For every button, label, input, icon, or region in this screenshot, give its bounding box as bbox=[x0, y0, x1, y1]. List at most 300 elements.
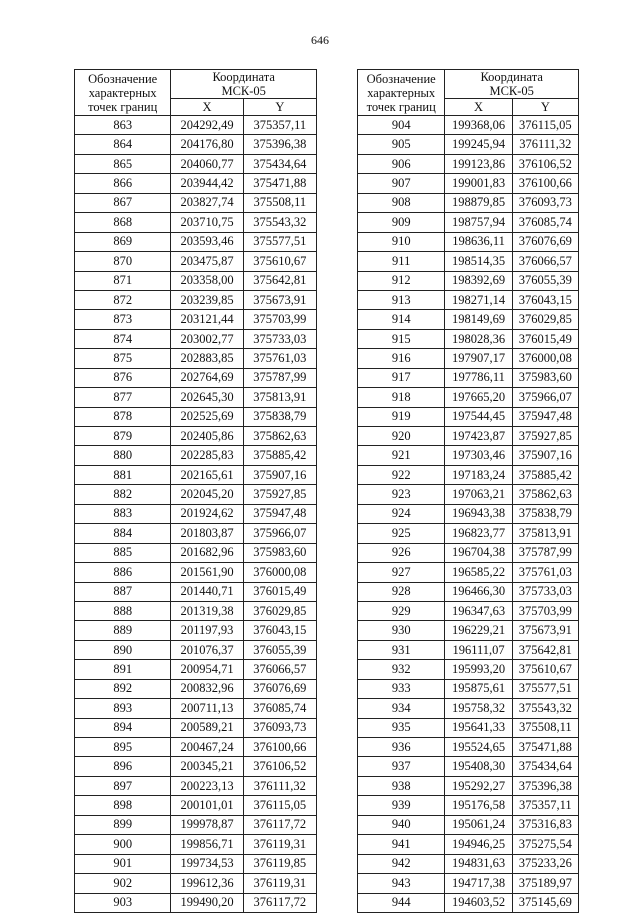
x-coordinate-cell: 201924,62 bbox=[171, 504, 243, 523]
point-number-cell: 919 bbox=[358, 407, 445, 426]
y-coordinate-cell: 376055,39 bbox=[512, 271, 578, 290]
point-number-cell: 938 bbox=[358, 776, 445, 795]
point-number-cell: 921 bbox=[358, 446, 445, 465]
y-coordinate-cell: 375862,63 bbox=[243, 427, 316, 446]
x-coordinate-cell: 194831,63 bbox=[445, 854, 512, 873]
table-row bbox=[358, 776, 579, 795]
table-row bbox=[75, 135, 317, 154]
x-coordinate-cell: 198879,85 bbox=[445, 193, 512, 212]
point-number-cell: 869 bbox=[75, 232, 171, 251]
point-number-cell: 902 bbox=[75, 874, 171, 893]
y-coordinate-cell: 376111,32 bbox=[512, 135, 578, 154]
point-number-cell: 943 bbox=[358, 874, 445, 893]
y-coordinate-cell: 376085,74 bbox=[243, 699, 316, 718]
table-row bbox=[358, 621, 579, 640]
y-coordinate-cell: 375838,79 bbox=[243, 407, 316, 426]
table-row bbox=[358, 582, 579, 601]
coordinates-table-left bbox=[74, 69, 317, 913]
y-coordinate-cell: 375703,99 bbox=[512, 601, 578, 620]
table-row bbox=[75, 485, 317, 504]
coordinates-table-right bbox=[357, 69, 579, 913]
x-coordinate-cell: 198028,36 bbox=[445, 329, 512, 348]
y-coordinate-cell: 376029,85 bbox=[512, 310, 578, 329]
x-coordinate-cell: 200467,24 bbox=[171, 738, 243, 757]
header-y: Y bbox=[512, 99, 578, 116]
x-coordinate-cell: 197303,46 bbox=[445, 446, 512, 465]
x-coordinate-cell: 203593,46 bbox=[171, 232, 243, 251]
point-number-cell: 900 bbox=[75, 835, 171, 854]
table-row bbox=[75, 757, 317, 776]
table-row bbox=[358, 329, 579, 348]
y-coordinate-cell: 375838,79 bbox=[512, 504, 578, 523]
point-number-cell: 871 bbox=[75, 271, 171, 290]
table-row bbox=[358, 485, 579, 504]
table-row bbox=[358, 427, 579, 446]
x-coordinate-cell: 199856,71 bbox=[171, 835, 243, 854]
y-coordinate-cell: 376106,52 bbox=[512, 154, 578, 173]
point-number-cell: 911 bbox=[358, 252, 445, 271]
table-row bbox=[358, 563, 579, 582]
x-coordinate-cell: 195176,58 bbox=[445, 796, 512, 815]
table-row bbox=[358, 252, 579, 271]
x-coordinate-cell: 201440,71 bbox=[171, 582, 243, 601]
y-coordinate-cell: 376115,05 bbox=[512, 116, 578, 135]
x-coordinate-cell: 194603,52 bbox=[445, 893, 512, 912]
point-number-cell: 905 bbox=[358, 135, 445, 154]
y-coordinate-cell: 375885,42 bbox=[512, 465, 578, 484]
point-number-cell: 887 bbox=[75, 582, 171, 601]
point-number-cell: 870 bbox=[75, 252, 171, 271]
table-row bbox=[75, 252, 317, 271]
y-coordinate-cell: 375543,32 bbox=[243, 213, 316, 232]
x-coordinate-cell: 199978,87 bbox=[171, 815, 243, 834]
table-row bbox=[75, 271, 317, 290]
y-coordinate-cell: 375787,99 bbox=[243, 368, 316, 387]
y-coordinate-cell: 376111,32 bbox=[243, 776, 316, 795]
table-row bbox=[75, 465, 317, 484]
point-number-cell: 891 bbox=[75, 660, 171, 679]
y-coordinate-cell: 375907,16 bbox=[512, 446, 578, 465]
point-number-cell: 942 bbox=[358, 854, 445, 873]
y-coordinate-cell: 375733,03 bbox=[243, 329, 316, 348]
point-number-cell: 894 bbox=[75, 718, 171, 737]
point-number-cell: 896 bbox=[75, 757, 171, 776]
header-y: Y bbox=[243, 99, 316, 116]
point-number-cell: 898 bbox=[75, 796, 171, 815]
table-row bbox=[358, 271, 579, 290]
y-coordinate-cell: 376066,57 bbox=[243, 660, 316, 679]
table-row bbox=[75, 854, 317, 873]
y-coordinate-cell: 376076,69 bbox=[243, 679, 316, 698]
x-coordinate-cell: 203944,42 bbox=[171, 174, 243, 193]
point-number-cell: 864 bbox=[75, 135, 171, 154]
y-coordinate-cell: 376029,85 bbox=[243, 601, 316, 620]
point-number-cell: 881 bbox=[75, 465, 171, 484]
x-coordinate-cell: 201561,90 bbox=[171, 563, 243, 582]
table-row bbox=[75, 776, 317, 795]
x-coordinate-cell: 204292,49 bbox=[171, 116, 243, 135]
header-designation: Обозначение характерных точек границ bbox=[75, 70, 171, 116]
y-coordinate-cell: 375787,99 bbox=[512, 543, 578, 562]
point-number-cell: 915 bbox=[358, 329, 445, 348]
point-number-cell: 927 bbox=[358, 563, 445, 582]
table-row bbox=[75, 582, 317, 601]
y-coordinate-cell: 375907,16 bbox=[243, 465, 316, 484]
y-coordinate-cell: 375733,03 bbox=[512, 582, 578, 601]
point-number-cell: 917 bbox=[358, 368, 445, 387]
table-row bbox=[358, 893, 579, 912]
point-number-cell: 916 bbox=[358, 349, 445, 368]
y-coordinate-cell: 376043,15 bbox=[512, 290, 578, 309]
table-row bbox=[358, 388, 579, 407]
y-coordinate-cell: 375434,64 bbox=[243, 154, 316, 173]
y-coordinate-cell: 375434,64 bbox=[512, 757, 578, 776]
x-coordinate-cell: 196704,38 bbox=[445, 543, 512, 562]
point-number-cell: 872 bbox=[75, 290, 171, 309]
table-row bbox=[358, 815, 579, 834]
point-number-cell: 908 bbox=[358, 193, 445, 212]
table-row bbox=[75, 504, 317, 523]
y-coordinate-cell: 376076,69 bbox=[512, 232, 578, 251]
point-number-cell: 889 bbox=[75, 621, 171, 640]
x-coordinate-cell: 196585,22 bbox=[445, 563, 512, 582]
x-coordinate-cell: 196229,21 bbox=[445, 621, 512, 640]
point-number-cell: 933 bbox=[358, 679, 445, 698]
y-coordinate-cell: 375508,11 bbox=[512, 718, 578, 737]
point-number-cell: 878 bbox=[75, 407, 171, 426]
point-number-cell: 880 bbox=[75, 446, 171, 465]
y-coordinate-cell: 375577,51 bbox=[243, 232, 316, 251]
table-row bbox=[75, 718, 317, 737]
point-number-cell: 903 bbox=[75, 893, 171, 912]
y-coordinate-cell: 375275,54 bbox=[512, 835, 578, 854]
y-coordinate-cell: 376093,73 bbox=[512, 193, 578, 212]
table-row bbox=[358, 543, 579, 562]
point-number-cell: 926 bbox=[358, 543, 445, 562]
x-coordinate-cell: 194717,38 bbox=[445, 874, 512, 893]
x-coordinate-cell: 200711,13 bbox=[171, 699, 243, 718]
point-number-cell: 885 bbox=[75, 543, 171, 562]
table-row bbox=[358, 660, 579, 679]
page-number: 646 bbox=[311, 33, 329, 47]
x-coordinate-cell: 199734,53 bbox=[171, 854, 243, 873]
table-row bbox=[358, 368, 579, 387]
x-coordinate-cell: 196943,38 bbox=[445, 504, 512, 523]
y-coordinate-cell: 376119,31 bbox=[243, 835, 316, 854]
x-coordinate-cell: 196347,63 bbox=[445, 601, 512, 620]
header-designation: Обозначение характерных точек границ bbox=[358, 70, 445, 116]
y-coordinate-cell: 375471,88 bbox=[243, 174, 316, 193]
point-number-cell: 935 bbox=[358, 718, 445, 737]
y-coordinate-cell: 375610,67 bbox=[512, 660, 578, 679]
x-coordinate-cell: 202045,20 bbox=[171, 485, 243, 504]
point-number-cell: 877 bbox=[75, 388, 171, 407]
table-row bbox=[358, 407, 579, 426]
table-row bbox=[358, 835, 579, 854]
point-number-cell: 888 bbox=[75, 601, 171, 620]
x-coordinate-cell: 203239,85 bbox=[171, 290, 243, 309]
y-coordinate-cell: 375610,67 bbox=[243, 252, 316, 271]
point-number-cell: 866 bbox=[75, 174, 171, 193]
table-row bbox=[358, 874, 579, 893]
point-number-cell: 922 bbox=[358, 465, 445, 484]
x-coordinate-cell: 201682,96 bbox=[171, 543, 243, 562]
x-coordinate-cell: 197786,11 bbox=[445, 368, 512, 387]
point-number-cell: 923 bbox=[358, 485, 445, 504]
x-coordinate-cell: 202764,69 bbox=[171, 368, 243, 387]
table-row bbox=[75, 699, 317, 718]
point-number-cell: 886 bbox=[75, 563, 171, 582]
x-coordinate-cell: 195408,30 bbox=[445, 757, 512, 776]
x-coordinate-cell: 195641,33 bbox=[445, 718, 512, 737]
y-coordinate-cell: 376117,72 bbox=[243, 893, 316, 912]
x-coordinate-cell: 199368,06 bbox=[445, 116, 512, 135]
y-coordinate-cell: 375357,11 bbox=[512, 796, 578, 815]
y-coordinate-cell: 375862,63 bbox=[512, 485, 578, 504]
table-row bbox=[358, 193, 579, 212]
y-coordinate-cell: 375927,85 bbox=[243, 485, 316, 504]
y-coordinate-cell: 375189,97 bbox=[512, 874, 578, 893]
point-number-cell: 928 bbox=[358, 582, 445, 601]
point-number-cell: 863 bbox=[75, 116, 171, 135]
x-coordinate-cell: 203827,74 bbox=[171, 193, 243, 212]
point-number-cell: 874 bbox=[75, 329, 171, 348]
y-coordinate-cell: 375396,38 bbox=[512, 776, 578, 795]
point-number-cell: 893 bbox=[75, 699, 171, 718]
x-coordinate-cell: 197907,17 bbox=[445, 349, 512, 368]
point-number-cell: 906 bbox=[358, 154, 445, 173]
point-number-cell: 941 bbox=[358, 835, 445, 854]
point-number-cell: 901 bbox=[75, 854, 171, 873]
x-coordinate-cell: 202285,83 bbox=[171, 446, 243, 465]
x-coordinate-cell: 201076,37 bbox=[171, 640, 243, 659]
table-row bbox=[75, 563, 317, 582]
table-row bbox=[75, 660, 317, 679]
x-coordinate-cell: 200954,71 bbox=[171, 660, 243, 679]
table-row bbox=[75, 213, 317, 232]
table-row bbox=[75, 815, 317, 834]
table-row bbox=[358, 757, 579, 776]
x-coordinate-cell: 199245,94 bbox=[445, 135, 512, 154]
y-coordinate-cell: 376000,08 bbox=[512, 349, 578, 368]
y-coordinate-cell: 376115,05 bbox=[243, 796, 316, 815]
x-coordinate-cell: 199001,83 bbox=[445, 174, 512, 193]
table-row bbox=[358, 504, 579, 523]
y-coordinate-cell: 375813,91 bbox=[243, 388, 316, 407]
y-coordinate-cell: 375673,91 bbox=[243, 290, 316, 309]
header-coordinate: Координата МСК-05 bbox=[171, 70, 317, 99]
table-row bbox=[75, 640, 317, 659]
x-coordinate-cell: 198271,14 bbox=[445, 290, 512, 309]
table-row bbox=[75, 154, 317, 173]
table-row bbox=[75, 349, 317, 368]
y-coordinate-cell: 375966,07 bbox=[243, 524, 316, 543]
point-number-cell: 865 bbox=[75, 154, 171, 173]
point-number-cell: 925 bbox=[358, 524, 445, 543]
y-coordinate-cell: 375947,48 bbox=[243, 504, 316, 523]
table-row bbox=[75, 835, 317, 854]
x-coordinate-cell: 198636,11 bbox=[445, 232, 512, 251]
table-row bbox=[358, 718, 579, 737]
point-number-cell: 897 bbox=[75, 776, 171, 795]
y-coordinate-cell: 375471,88 bbox=[512, 738, 578, 757]
table-row bbox=[358, 213, 579, 232]
table-row bbox=[75, 601, 317, 620]
y-coordinate-cell: 376015,49 bbox=[243, 582, 316, 601]
y-coordinate-cell: 376066,57 bbox=[512, 252, 578, 271]
point-number-cell: 932 bbox=[358, 660, 445, 679]
table-row bbox=[358, 640, 579, 659]
y-coordinate-cell: 375813,91 bbox=[512, 524, 578, 543]
table-row bbox=[358, 446, 579, 465]
y-coordinate-cell: 376015,49 bbox=[512, 329, 578, 348]
point-number-cell: 899 bbox=[75, 815, 171, 834]
point-number-cell: 907 bbox=[358, 174, 445, 193]
point-number-cell: 884 bbox=[75, 524, 171, 543]
point-number-cell: 930 bbox=[358, 621, 445, 640]
point-number-cell: 931 bbox=[358, 640, 445, 659]
y-coordinate-cell: 375673,91 bbox=[512, 621, 578, 640]
y-coordinate-cell: 375396,38 bbox=[243, 135, 316, 154]
x-coordinate-cell: 201319,38 bbox=[171, 601, 243, 620]
table-row bbox=[75, 290, 317, 309]
point-number-cell: 913 bbox=[358, 290, 445, 309]
y-coordinate-cell: 375642,81 bbox=[512, 640, 578, 659]
table-row bbox=[358, 738, 579, 757]
y-coordinate-cell: 376117,72 bbox=[243, 815, 316, 834]
header-x: X bbox=[445, 99, 512, 116]
x-coordinate-cell: 198514,35 bbox=[445, 252, 512, 271]
x-coordinate-cell: 195875,61 bbox=[445, 679, 512, 698]
x-coordinate-cell: 200101,01 bbox=[171, 796, 243, 815]
point-number-cell: 912 bbox=[358, 271, 445, 290]
y-coordinate-cell: 375983,60 bbox=[512, 368, 578, 387]
x-coordinate-cell: 202405,86 bbox=[171, 427, 243, 446]
x-coordinate-cell: 203710,75 bbox=[171, 213, 243, 232]
x-coordinate-cell: 198149,69 bbox=[445, 310, 512, 329]
y-coordinate-cell: 376093,73 bbox=[243, 718, 316, 737]
x-coordinate-cell: 203002,77 bbox=[171, 329, 243, 348]
x-coordinate-cell: 200345,21 bbox=[171, 757, 243, 776]
x-coordinate-cell: 202883,85 bbox=[171, 349, 243, 368]
table-row bbox=[75, 388, 317, 407]
header-coordinate: Координата МСК-05 bbox=[445, 70, 579, 99]
table-row bbox=[75, 310, 317, 329]
x-coordinate-cell: 195993,20 bbox=[445, 660, 512, 679]
table-row bbox=[75, 174, 317, 193]
x-coordinate-cell: 196111,07 bbox=[445, 640, 512, 659]
y-coordinate-cell: 376043,15 bbox=[243, 621, 316, 640]
table-row bbox=[358, 679, 579, 698]
y-coordinate-cell: 375927,85 bbox=[512, 427, 578, 446]
x-coordinate-cell: 197665,20 bbox=[445, 388, 512, 407]
point-number-cell: 883 bbox=[75, 504, 171, 523]
point-number-cell: 920 bbox=[358, 427, 445, 446]
y-coordinate-cell: 376055,39 bbox=[243, 640, 316, 659]
table-row bbox=[358, 349, 579, 368]
table-row bbox=[75, 446, 317, 465]
x-coordinate-cell: 200223,13 bbox=[171, 776, 243, 795]
x-coordinate-cell: 197423,87 bbox=[445, 427, 512, 446]
table-row bbox=[75, 874, 317, 893]
y-coordinate-cell: 375145,69 bbox=[512, 893, 578, 912]
y-coordinate-cell: 375966,07 bbox=[512, 388, 578, 407]
x-coordinate-cell: 195061,24 bbox=[445, 815, 512, 834]
point-number-cell: 936 bbox=[358, 738, 445, 757]
point-number-cell: 924 bbox=[358, 504, 445, 523]
x-coordinate-cell: 203358,00 bbox=[171, 271, 243, 290]
point-number-cell: 876 bbox=[75, 368, 171, 387]
x-coordinate-cell: 196466,30 bbox=[445, 582, 512, 601]
table-row bbox=[75, 329, 317, 348]
y-coordinate-cell: 375642,81 bbox=[243, 271, 316, 290]
x-coordinate-cell: 202525,69 bbox=[171, 407, 243, 426]
x-coordinate-cell: 196823,77 bbox=[445, 524, 512, 543]
x-coordinate-cell: 204176,80 bbox=[171, 135, 243, 154]
x-coordinate-cell: 199490,20 bbox=[171, 893, 243, 912]
x-coordinate-cell: 197183,24 bbox=[445, 465, 512, 484]
y-coordinate-cell: 376119,85 bbox=[243, 854, 316, 873]
point-number-cell: 937 bbox=[358, 757, 445, 776]
table-row bbox=[75, 232, 317, 251]
x-coordinate-cell: 203121,44 bbox=[171, 310, 243, 329]
table-row bbox=[75, 796, 317, 815]
x-coordinate-cell: 199123,86 bbox=[445, 154, 512, 173]
table-row bbox=[358, 524, 579, 543]
x-coordinate-cell: 197544,45 bbox=[445, 407, 512, 426]
table-row bbox=[75, 193, 317, 212]
y-coordinate-cell: 375577,51 bbox=[512, 679, 578, 698]
table-row bbox=[358, 310, 579, 329]
table-row bbox=[75, 621, 317, 640]
point-number-cell: 904 bbox=[358, 116, 445, 135]
y-coordinate-cell: 376085,74 bbox=[512, 213, 578, 232]
y-coordinate-cell: 375508,11 bbox=[243, 193, 316, 212]
y-coordinate-cell: 375703,99 bbox=[243, 310, 316, 329]
y-coordinate-cell: 375947,48 bbox=[512, 407, 578, 426]
table-row bbox=[358, 290, 579, 309]
point-number-cell: 879 bbox=[75, 427, 171, 446]
point-number-cell: 940 bbox=[358, 815, 445, 834]
x-coordinate-cell: 195292,27 bbox=[445, 776, 512, 795]
table-row bbox=[358, 232, 579, 251]
point-number-cell: 892 bbox=[75, 679, 171, 698]
y-coordinate-cell: 376100,66 bbox=[512, 174, 578, 193]
point-number-cell: 914 bbox=[358, 310, 445, 329]
point-number-cell: 929 bbox=[358, 601, 445, 620]
x-coordinate-cell: 202645,30 bbox=[171, 388, 243, 407]
x-coordinate-cell: 204060,77 bbox=[171, 154, 243, 173]
y-coordinate-cell: 375357,11 bbox=[243, 116, 316, 135]
table-row bbox=[358, 135, 579, 154]
y-coordinate-cell: 376000,08 bbox=[243, 563, 316, 582]
x-coordinate-cell: 202165,61 bbox=[171, 465, 243, 484]
x-coordinate-cell: 201803,87 bbox=[171, 524, 243, 543]
table-row bbox=[75, 738, 317, 757]
x-coordinate-cell: 199612,36 bbox=[171, 874, 243, 893]
table-row bbox=[358, 154, 579, 173]
x-coordinate-cell: 197063,21 bbox=[445, 485, 512, 504]
table-row bbox=[75, 116, 317, 135]
table-row bbox=[75, 427, 317, 446]
table-row bbox=[75, 524, 317, 543]
x-coordinate-cell: 194946,25 bbox=[445, 835, 512, 854]
point-number-cell: 934 bbox=[358, 699, 445, 718]
table-row bbox=[358, 465, 579, 484]
x-coordinate-cell: 201197,93 bbox=[171, 621, 243, 640]
y-coordinate-cell: 375316,83 bbox=[512, 815, 578, 834]
table-row bbox=[75, 893, 317, 912]
